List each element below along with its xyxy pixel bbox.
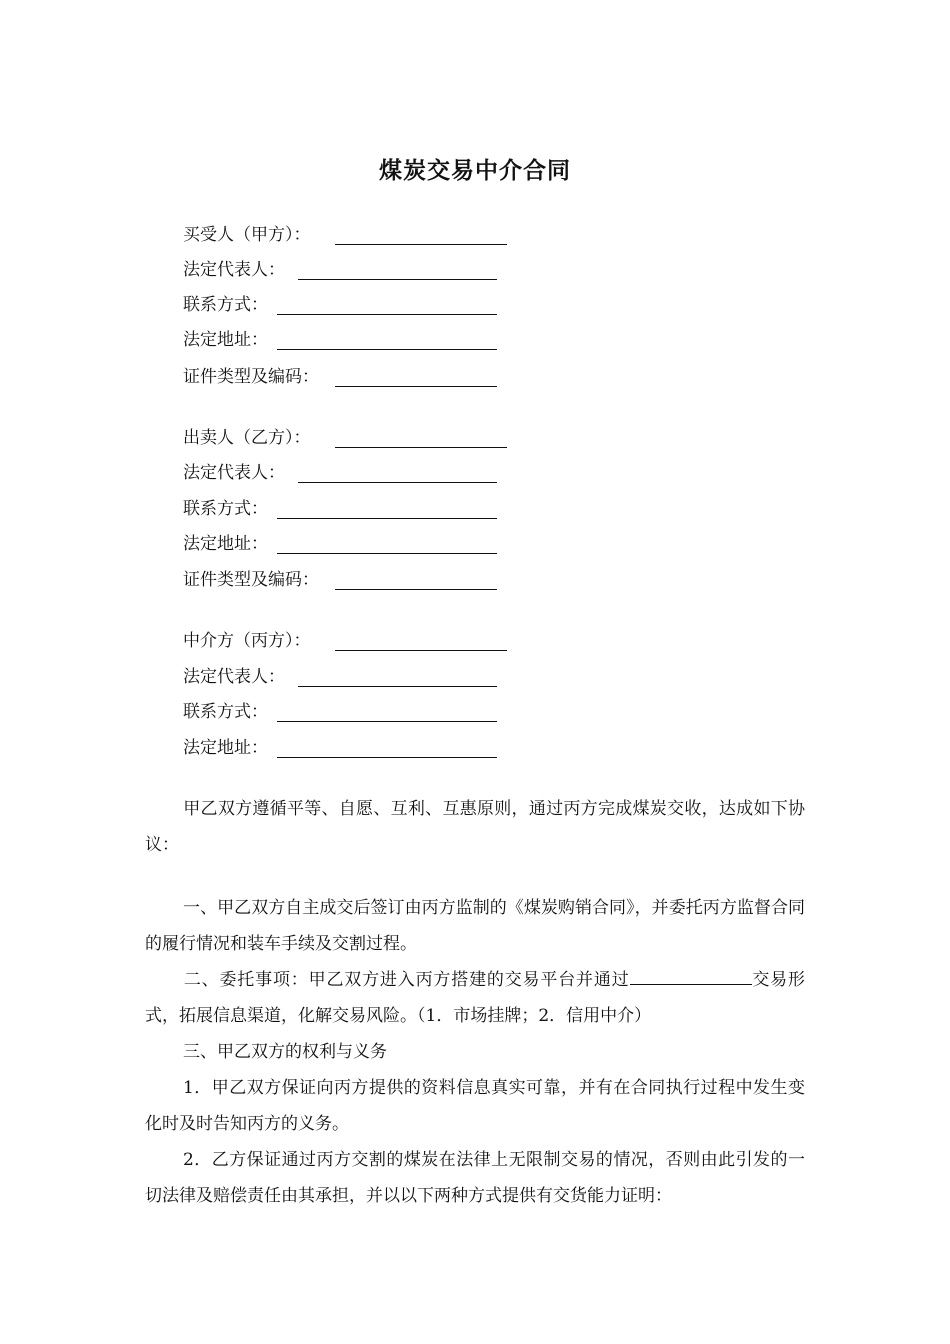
party-a-rep-label: 法定代表人：: [183, 260, 285, 280]
document-title: 煤炭交易中介合同: [379, 158, 571, 184]
party-b-address-field: [183, 532, 268, 556]
party-b-name-field: [183, 426, 311, 450]
intro-paragraph: [145, 791, 805, 863]
party-b-contact-label: 联系方式：: [183, 499, 268, 519]
party-a-address-blank: [277, 349, 497, 350]
party-a-contact-blank: [277, 314, 497, 315]
intro-text: 甲乙双方遵循平等、自愿、互利、互惠原则，通过丙方完成煤炭交收，达成如下协议：: [145, 799, 805, 855]
clause-2: [145, 962, 805, 1034]
party-b-rep-blank: [298, 482, 497, 483]
clause-3-2: [145, 1142, 805, 1214]
transaction-form-blank: [630, 966, 752, 985]
party-a-address-field: [183, 328, 268, 352]
party-b-contact-blank: [277, 518, 497, 519]
party-b-rep-field: [183, 461, 285, 485]
party-a-address-label: 法定地址：: [183, 330, 268, 350]
party-c-contact-label: 联系方式：: [183, 702, 268, 722]
party-a-id-label: 证件类型及编码：: [183, 367, 319, 387]
clause-3-2-text: 2．乙方保证通过丙方交割的煤炭在法律上无限制交易的情况，否则由此引发的一切法律及赔偿责任由其承担，并以以下两种方式提供有交货能力证明：: [145, 1150, 805, 1206]
party-a-contact-field: [183, 293, 268, 317]
party-c-address-field: [183, 736, 268, 760]
party-a-rep-field: [183, 258, 285, 282]
clause-1: [145, 890, 805, 962]
party-a-name-blank: [335, 244, 507, 245]
party-c-name-field: [183, 629, 311, 653]
party-c-name-label: 中介方（丙方）：: [183, 631, 311, 651]
party-c-contact-field: [183, 700, 268, 724]
party-b-name-blank: [335, 447, 507, 448]
party-a-name-field: [183, 223, 311, 247]
clause-3: [145, 1034, 805, 1070]
party-a-rep-blank: [298, 279, 497, 280]
party-a-name-label: 买受人（甲方）：: [183, 225, 311, 245]
party-b-id-label: 证件类型及编码：: [183, 570, 319, 590]
party-b-address-blank: [277, 553, 497, 554]
party-b-address-label: 法定地址：: [183, 534, 268, 554]
party-b-id-blank: [335, 589, 497, 590]
party-c-address-label: 法定地址：: [183, 738, 268, 758]
party-b-rep-label: 法定代表人：: [183, 463, 285, 483]
party-a-contact-label: 联系方式：: [183, 295, 268, 315]
party-c-rep-field: [183, 665, 285, 689]
party-c-rep-label: 法定代表人：: [183, 667, 285, 687]
clause-3-1-text: 1．甲乙双方保证向丙方提供的资料信息真实可靠，并有在合同执行过程中发生变化时及时告知丙方的义务。: [145, 1078, 805, 1134]
clause-2-text-pre: 二、委托事项：甲乙双方进入丙方搭建的交易平台并通过: [183, 970, 630, 990]
party-a-id-field: [183, 365, 319, 389]
party-b-contact-field: [183, 497, 268, 521]
clause-3-1: [145, 1070, 805, 1142]
party-c-address-blank: [277, 757, 497, 758]
party-c-rep-blank: [298, 686, 497, 687]
party-c-name-blank: [335, 650, 507, 651]
party-a-id-blank: [335, 386, 497, 387]
party-b-name-label: 出卖人（乙方）：: [183, 428, 311, 448]
clause-2-text-post: 交易形式，拓展信息渠道，化解交易风险。（1．市场挂牌；2．信用中介）: [145, 970, 806, 1026]
party-b-id-field: [183, 568, 319, 592]
clause-1-text: 一、甲乙双方自主成交后签订由丙方监制的《煤炭购销合同》，并委托丙方监督合同的履行情况和装车手续及交割过程。: [145, 898, 805, 954]
party-c-contact-blank: [277, 721, 497, 722]
clause-3-text: 三、甲乙双方的权利与义务: [183, 1042, 387, 1062]
